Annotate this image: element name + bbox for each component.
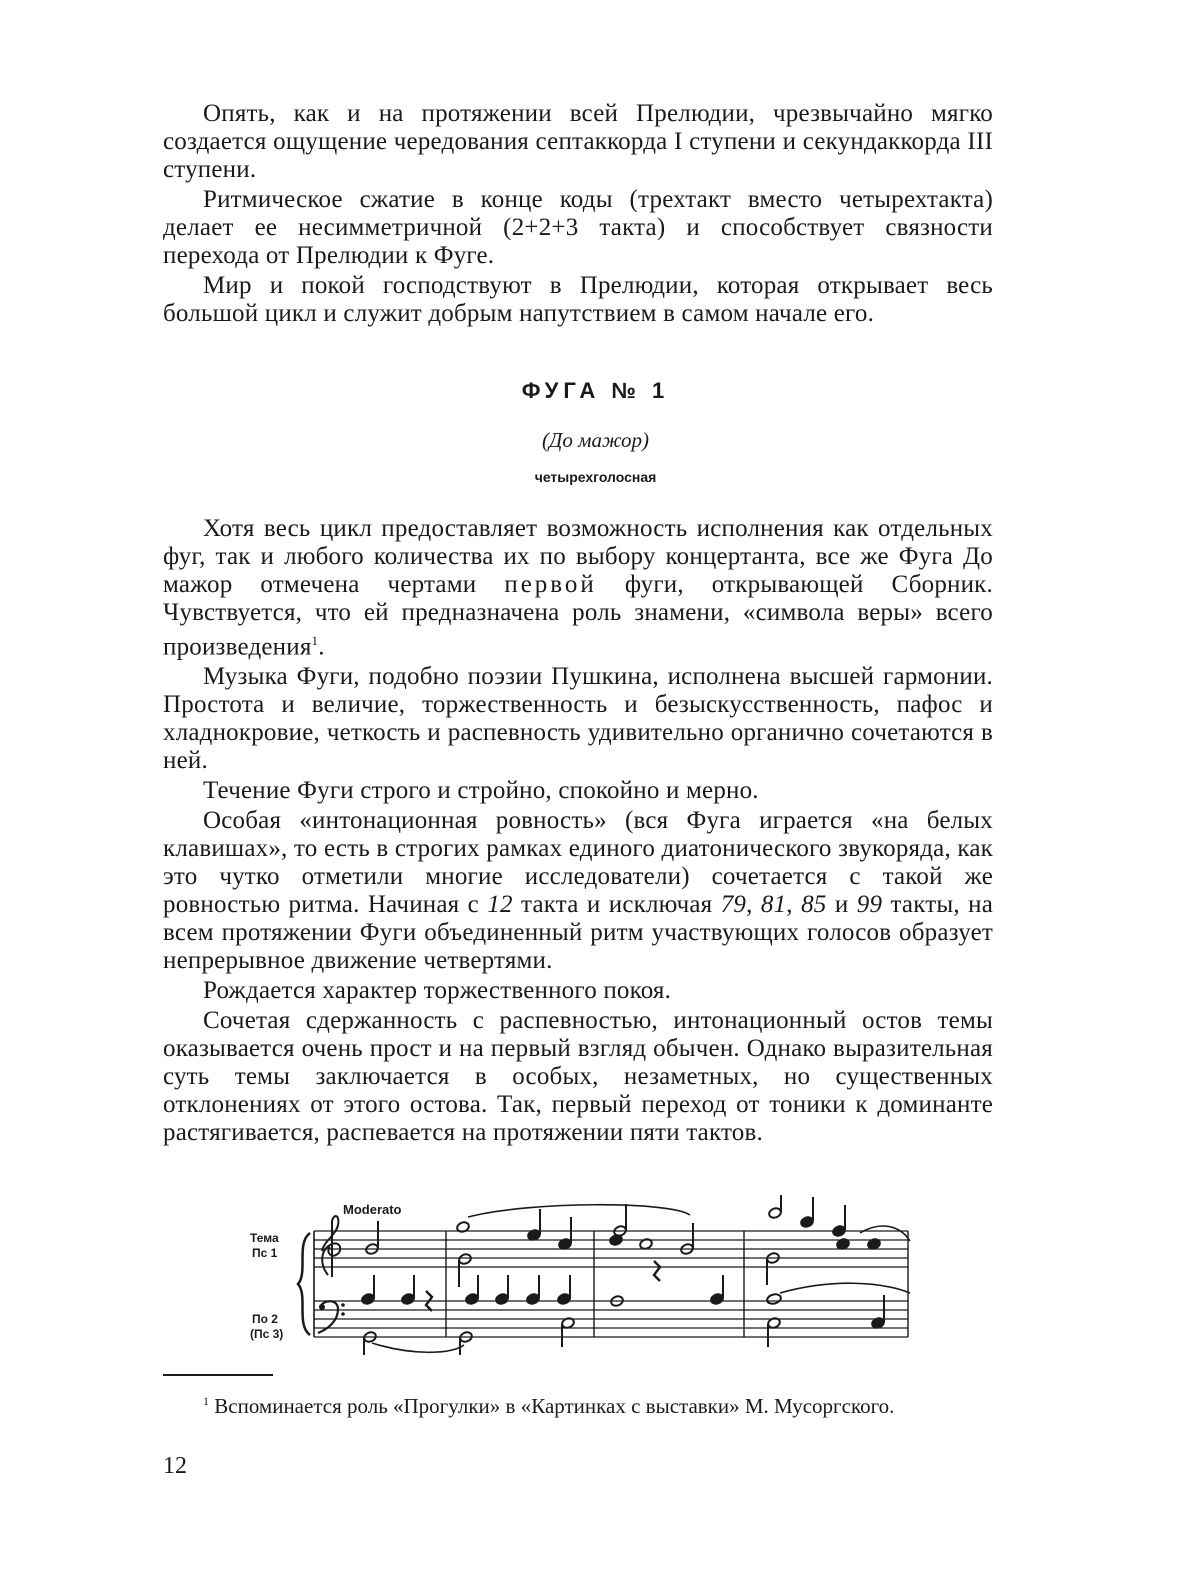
paragraph-septachord: Опять, как и на протяжении всей Прелюдии, чрезвычайно мягко создается ощущение чередования септаккорда I ступени и секундаккорда III ступени.: [163, 100, 993, 183]
footnote-text: Вспоминается роль «Прогулки» в «Картинках с выставки» М. Мусоргского.: [214, 1394, 895, 1418]
paragraph-peace: Мир и покой господствуют в Прелюдии, которая открывает весь большой цикл и служит добрым напутствием в самом начале его.: [163, 272, 993, 327]
treble-notes: [365, 1195, 881, 1287]
paragraph-character: Рождается характер торжественного покоя.: [203, 977, 672, 1005]
fugue-text: [163, 515, 993, 1147]
footnote-rule: [163, 1374, 273, 1376]
footnote-ref: 1: [311, 633, 319, 648]
label-upper-voice: Пс 1: [252, 1246, 278, 1260]
paragraph-evenness: Особая «интонационная ровность» (вся Фуга играется «на белых клавишах», то есть в строгих рамках единого диатонического звукоряда, как это чутко отметили многие исследователи) сочетается с такой же ровностью ритма. Начиная с 12 такта и исключая 79, 81, 85 и 99 такты, на всем протяжении Фуги объединенный ритм участвующих голосов образует непрерывное движение четвертями.: [163, 807, 994, 975]
paragraph-cycle: Хотя весь цикл предоставляет возможность исполнения как отдельных фуг, так и любого количества их по выбору концертанта, все же Фуга До мажор отмечена чертами первой фуги, открывающей Сборник. Чувствуется, что ей предназначена роль знамени, «символа веры» всего произведения$^1$.: [163, 515, 993, 661]
music-example: [250, 1195, 920, 1355]
brace: [298, 1233, 310, 1335]
page-number: 12: [163, 1453, 187, 1479]
paragraph-theme: Сочетая сдержанность с распевностью, интонационный остов темы оказывается очень прост и на первый взгляд обычен. Однако выразительная суть темы заключается в особых, незаметных, но существенных отклонениях от этого остова. Так, первый переход от тоники к доминанте растягивается, распевается на протяжении пяти тактов.: [163, 1007, 993, 1147]
label-lower-voice: По 2: [252, 1312, 278, 1326]
paragraph-harmony: Музыка Фуги, подобно поэзии Пушкина, исполнена высшей гармонии. Простота и величие, торжественность и безыскусственность, пафос и хладнокровие, четкость и распевность удивительно органично сочетаются в ней.: [163, 663, 993, 775]
emphasis-first: первой: [504, 571, 597, 598]
bass-staff: [314, 1301, 908, 1337]
section-voices: четырехголосная: [534, 469, 657, 485]
section-title: ФУГА № 1: [521, 378, 670, 403]
treble-clef: [322, 1216, 340, 1277]
paragraph-flow: Течение Фуги строго и стройно, спокойно и мерно.: [203, 777, 759, 805]
ties: [372, 1205, 910, 1353]
label-theme: Тема: [250, 1231, 279, 1245]
opening-paragraphs: [163, 100, 993, 328]
paragraph-rhythmic-compression: Ритмическое сжатие в конце коды (трехтакт вместо четырехтакта) делает ее несимметричной (2+2+3 такта) и способствует связности перехода от Прелюдии к Фуге.: [163, 186, 993, 269]
section-key: (До мажор): [541, 428, 649, 452]
tempo-marking: Moderato: [343, 1202, 402, 1217]
treble-staff: [314, 1231, 908, 1267]
footnote: [163, 1388, 993, 1419]
rests: [426, 1261, 660, 1311]
label-lower-voice-alt: (Пс 3): [250, 1327, 284, 1341]
footnote-marker: 1: [203, 1394, 209, 1408]
